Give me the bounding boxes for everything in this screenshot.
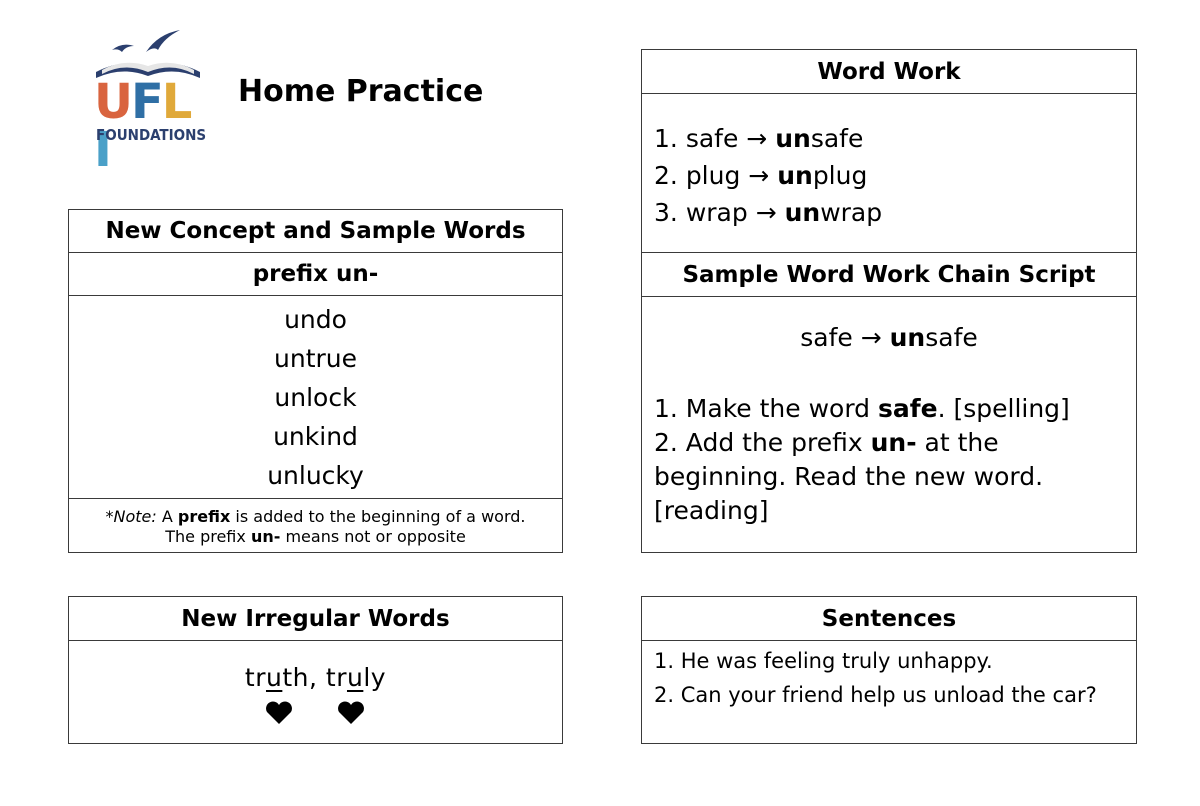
chain-step: 1. Make the word safe. [spelling] [654, 394, 1070, 423]
logo-letter-f: F [130, 74, 162, 130]
irregular-words-box [68, 596, 563, 744]
ufli-logo [92, 28, 207, 178]
chain-step: 2. Add the prefix un- at the beginning. Read the new word. [reading] [654, 428, 1044, 525]
irregular-word-list [69, 663, 562, 692]
note-text: A [161, 507, 173, 526]
note-text: is added to the beginning of a word. [235, 507, 526, 526]
word-work-item: 1. safe → unsafe [654, 124, 864, 153]
sample-word: unkind [273, 421, 358, 451]
note-bold: un- [250, 527, 281, 546]
page-title: Home Practice [238, 74, 484, 109]
sentence: 2. Can your friend help us unload the car? [654, 683, 1097, 707]
logo-subtext: FOUNDATIONS [96, 126, 207, 144]
sentences-heading: Sentences [642, 597, 1136, 641]
sentence: 1. He was feeling truly unhappy. [654, 649, 993, 673]
chain-example: safe → unsafe [800, 323, 978, 352]
word-work-item: 3. wrap → unwrap [654, 198, 883, 227]
chain-script-heading: Sample Word Work Chain Script [642, 253, 1136, 297]
irregular-heading: New Irregular Words [69, 597, 562, 641]
note-text: means not or opposite [285, 527, 466, 546]
sample-word: untrue [274, 343, 357, 373]
concept-note [69, 499, 562, 547]
note-label: *Note: [105, 507, 157, 526]
irregular-word: truth, [244, 663, 318, 692]
concept-heading: New Concept and Sample Words [69, 210, 562, 253]
word-work-list [642, 94, 1136, 253]
note-text: The prefix [165, 527, 246, 546]
logo-letter-l: L [161, 74, 191, 130]
word-work-heading: Word Work [642, 50, 1136, 94]
word-work-box [641, 49, 1137, 553]
sample-word: unlock [274, 382, 357, 412]
irregular-word: truly [325, 663, 387, 692]
logo-letter-i: I [94, 122, 110, 178]
word-work-item: 2. plug → unplug [654, 161, 868, 190]
sample-word: unlucky [267, 460, 364, 490]
chain-steps [642, 392, 1136, 528]
sample-word-list [69, 296, 562, 499]
sentences-box [641, 596, 1137, 744]
logo-letter-u: U [94, 74, 131, 130]
heart-icon [265, 701, 293, 725]
heart-icon [337, 701, 365, 725]
sentence-list [642, 641, 1136, 709]
concept-box [68, 209, 563, 553]
note-bold: prefix [177, 507, 231, 526]
concept-subheading: prefix un- [69, 253, 562, 296]
sample-word: undo [284, 304, 347, 334]
